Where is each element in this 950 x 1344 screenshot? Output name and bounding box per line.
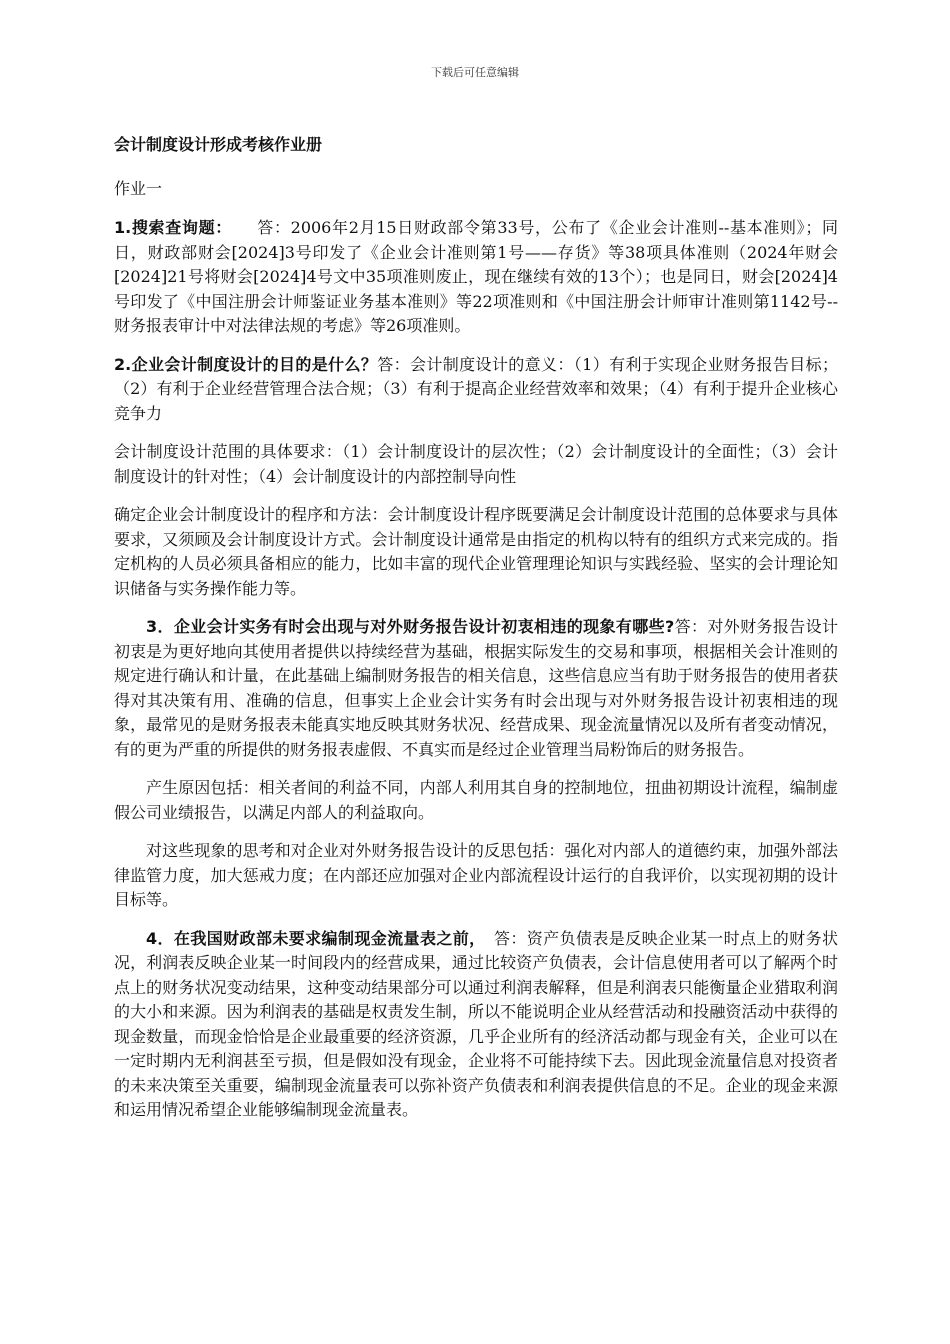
paragraph-q3: [114, 615, 838, 762]
answer-2: 答：会计制度设计的意义：（1）有利于实现企业财务报告目标；（2）有利于企业经营管理合法合规；（3）有利于提高企业经营效率和效果；（4）有利于提升企业核心竞争力: [114, 354, 838, 423]
paragraph-q4: [114, 927, 838, 1123]
paragraph-procedure: [114, 503, 838, 601]
paragraph-causes: [114, 776, 838, 825]
paragraph-q2: [114, 353, 838, 427]
causes-text: 产生原因包括：相关者间的利益不同，内部人利用其自身的控制地位，扭曲初期设计流程，编制虚假公司业绩报告，以满足内部人的利益取向。: [114, 778, 838, 822]
question-4: 4．在我国财政部未要求编制现金流量表之前，: [146, 928, 478, 948]
answer-1: 答：2006年2月15日财政部令第33号，公布了《企业会计准则--基本准则》；同日，财政部财会[2024]3号印发了《企业会计准则第1号——存货》等38项具体准则（2024年财会[2024]21号将财会[2024]4号文中35项准则废止，现在继续有效的13个）；也是同日，财会[2024]4号印发了《中国注册会计师鉴证业务基本准则》等22项准则和《中国注册会计师审计准则第1142号--财务报表审计中对法律法规的考虑》等26项准则。: [114, 218, 838, 335]
document-body: [114, 134, 838, 1137]
scope-text: 会计制度设计范围的具体要求：（1）会计制度设计的层次性；（2）会计制度设计的全面性；（3）会计制度设计的针对性；（4）会计制度设计的内部控制导向性: [114, 442, 838, 486]
question-3: 3．企业会计实务有时会出现与对外财务报告设计初衷相违的现象有哪些?: [146, 617, 675, 636]
assignment-label: 作业一: [114, 179, 163, 198]
page-header: 下载后可任意编辑: [431, 66, 519, 79]
reflection-text: 对这些现象的思考和对企业对外财务报告设计的反思包括：强化对内部人的道德约束，加强外部法律监管力度，加大惩戒力度；在内部还应加强对企业内部流程设计运行的自我评价，以实现初期的设计目标等。: [114, 841, 838, 909]
question-1: 1.搜索查询题：: [114, 218, 224, 237]
document-title: 会计制度设计形成考核作业册: [114, 135, 323, 154]
answer-4: 答：资产负债表是反映企业某一时点上的财务状况，利润表反映企业某一时间段内的经营成果，通过比较资产负债表，会计信息使用者可以了解两个时点上的财务状况变动结果，这种变动结果部分可以通过利润表解释，但是利润表只能衡量企业猎取利润的大小和来源。因为利润表的基础是权责发生制，所以不能说明企业从经营活动和投融资活动中获得的现金数量，而现金恰恰是企业最重要的经济资源，几乎企业所有的经济活动都与现金有关，企业可以在一定时期内无利润甚至亏损，但是假如没有现金，企业将不可能持续下去。因此现金流量信息对投资者的未来决策至关重要，编制现金流量表可以弥补资产负债表和利润表提供信息的不足。企业的现金来源和运用情况希望企业能够编制现金流量表。: [114, 928, 838, 1119]
answer-3: 答：对外财务报告设计初衷是为更好地向其使用者提供以持续经营为基础，根据实际发生的交易和事项，根据相关会计准则的规定进行确认和计量，在此基础上编制财务报告的相关信息，这些信息应当有助于财务报告的使用者获得对其决策有用、准确的信息，但事实上企业会计实务有时会出现与对外财务报告设计初衷相违的现象，最常见的是财务报表未能真实地反映其财务状况、经营成果、现金流量情况以及所有者变动情况，有的更为严重的所提供的财务报表虚假、不真实而是经过企业管理当局粉饰后的财务报告。: [114, 617, 838, 759]
procedure-text: 确定企业会计制度设计的程序和方法：会计制度设计程序既要满足会计制度设计范围的总体要求与具体要求，又须顾及会计制度设计方式。会计制度设计通常是由指定的机构以特有的组织方式来完成的。指定机构的人员必须具备相应的能力，比如丰富的现代企业管理理论知识与实践经验、坚实的会计理论知识储备与实务操作能力等。: [114, 505, 838, 598]
paragraph-scope: [114, 440, 838, 489]
paragraph-q1: [114, 216, 838, 339]
question-2: 2.企业会计制度设计的目的是什么？: [114, 354, 378, 374]
paragraph-reflection: [114, 839, 838, 913]
